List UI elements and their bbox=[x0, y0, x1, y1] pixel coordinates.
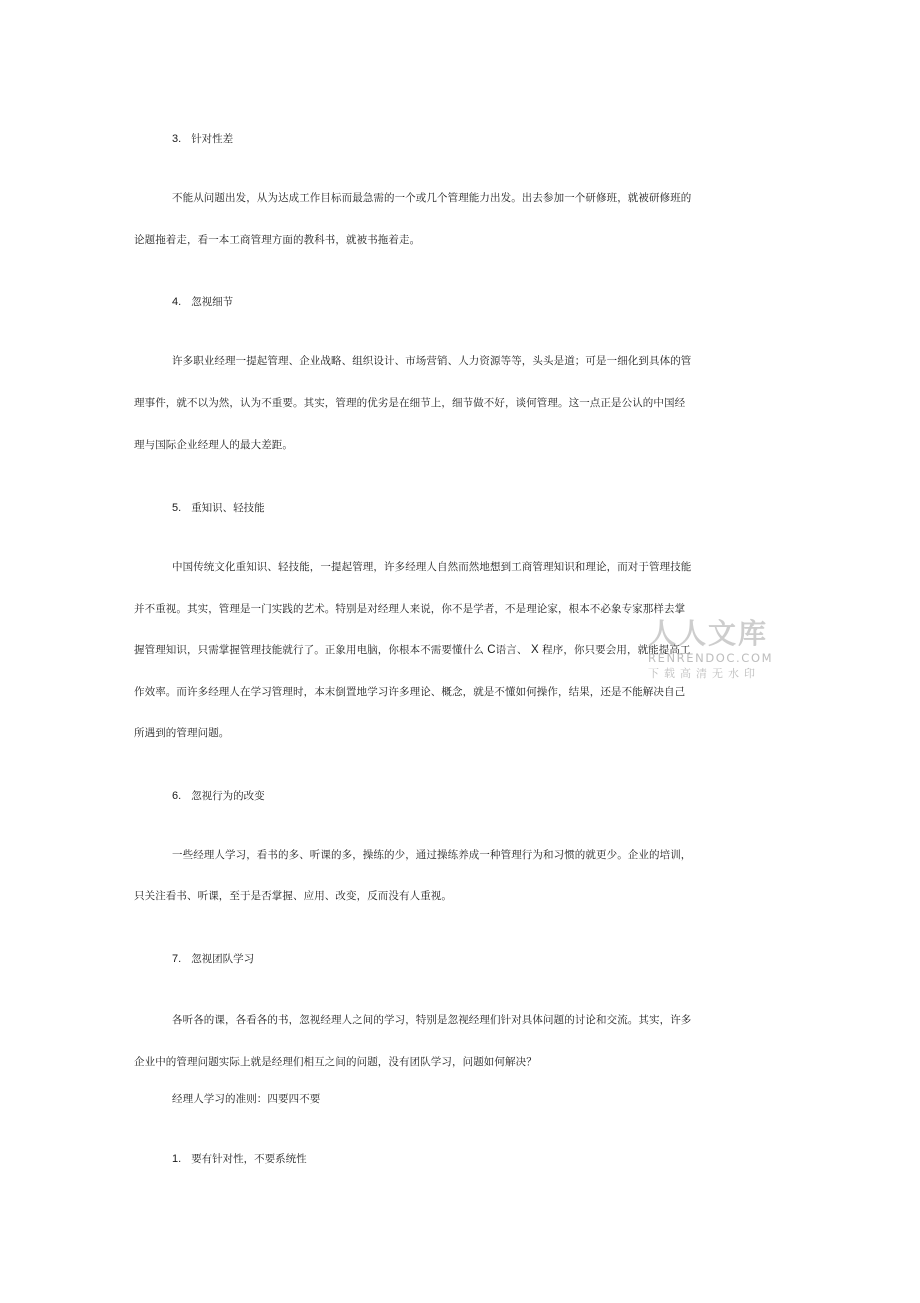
text-run: 语言、 bbox=[495, 644, 528, 656]
text-run: 程序，你只要会用，就能提高工 bbox=[542, 644, 691, 656]
paragraph-line: 理事件，就不以为然，认为不重要。其实，管理的优劣是在细节上，细节做不好，谈何管理。这一点正是公认的中国经 bbox=[134, 397, 686, 409]
text-run: 握管理知识，只需掌握管理技能就行了。正象用电脑，你根本不需要懂什么 bbox=[134, 644, 484, 656]
watermark bbox=[648, 618, 774, 681]
paragraph-line: 只关注看书、听课，至于是否掌握、应用、改变，反而没有人重视。 bbox=[134, 890, 452, 902]
section-heading-6 bbox=[172, 789, 265, 803]
section-title: 重知识、轻技能 bbox=[191, 502, 265, 514]
section-number: 5. bbox=[172, 502, 182, 514]
section-number: 4. bbox=[172, 296, 182, 308]
section-number: 1. bbox=[172, 1153, 182, 1165]
text-run-latin: C bbox=[487, 644, 496, 656]
paragraph-line: 中国传统文化重知识、轻技能，一提起管理，许多经理人自然而然地想到工商管理知识和理论，而对于管理技能 bbox=[172, 561, 692, 573]
section-title: 忽视团队学习 bbox=[191, 953, 255, 965]
paragraph-line: 各听各的课，各看各的书，忽视经理人之间的学习，特别是忽视经理们针对具体问题的讨论和交流。其实，许多 bbox=[172, 1014, 692, 1026]
paragraph-line: 一些经理人学习，看书的多、听课的多，操练的少，通过操练养成一种管理行为和习惯的就更少。企业的培训， bbox=[172, 849, 692, 861]
section-title: 要有针对性，不要系统性 bbox=[191, 1153, 307, 1165]
section-heading-3 bbox=[172, 132, 233, 146]
watermark-logo-text: 人人文库 bbox=[648, 617, 769, 650]
principles-heading: 经理人学习的准则：四要四不要 bbox=[172, 1093, 321, 1105]
watermark-slogan: 下载高清无水印 bbox=[648, 667, 760, 680]
section-heading-4 bbox=[172, 295, 233, 309]
section-number: 6. bbox=[172, 790, 182, 802]
text-run-latin: X bbox=[530, 644, 539, 656]
paragraph-line: 论题拖着走，看一本工商管理方面的教科书，就被书拖着走。 bbox=[134, 234, 421, 246]
section-heading-7 bbox=[172, 952, 254, 966]
paragraph-line: 许多职业经理一提起管理、企业战略、组织设计、市场营销、人力资源等等，头头是道；可是一细化到具体的管 bbox=[172, 355, 692, 367]
section-title: 忽视细节 bbox=[191, 296, 234, 308]
paragraph-line: 理与国际企业经理人的最大差距。 bbox=[134, 439, 293, 451]
paragraph-line: 并不重视。其实，管理是一门实践的艺术。特别是对经理人来说，你不是学者，不是理论家，根本不必象专家那样去掌 bbox=[134, 603, 686, 615]
watermark-domain: RENRENDOC.COM bbox=[648, 651, 774, 665]
paragraph-line: 所遇到的管理问题。 bbox=[134, 727, 230, 739]
section-title: 忽视行为的改变 bbox=[191, 790, 265, 802]
paragraph-line: 不能从问题出发，从为达成工作目标而最急需的一个或几个管理能力出发。出去参加一个研修班，就被研修班的 bbox=[172, 192, 692, 204]
section-number: 7. bbox=[172, 953, 182, 965]
paragraph-line: 作效率。而许多经理人在学习管理时，本末倒置地学习许多理论、概念，就是不懂如何操作，结果，还是不能解决自己 bbox=[134, 686, 686, 698]
section-number: 3. bbox=[172, 133, 182, 145]
paragraph-line: 企业中的管理问题实际上就是经理们相互之间的问题，没有团队学习，问题如何解决？ bbox=[134, 1056, 537, 1068]
principle-heading-1 bbox=[172, 1152, 307, 1166]
paragraph-line bbox=[134, 643, 694, 657]
section-heading-5 bbox=[172, 501, 265, 515]
section-title: 针对性差 bbox=[191, 133, 234, 145]
